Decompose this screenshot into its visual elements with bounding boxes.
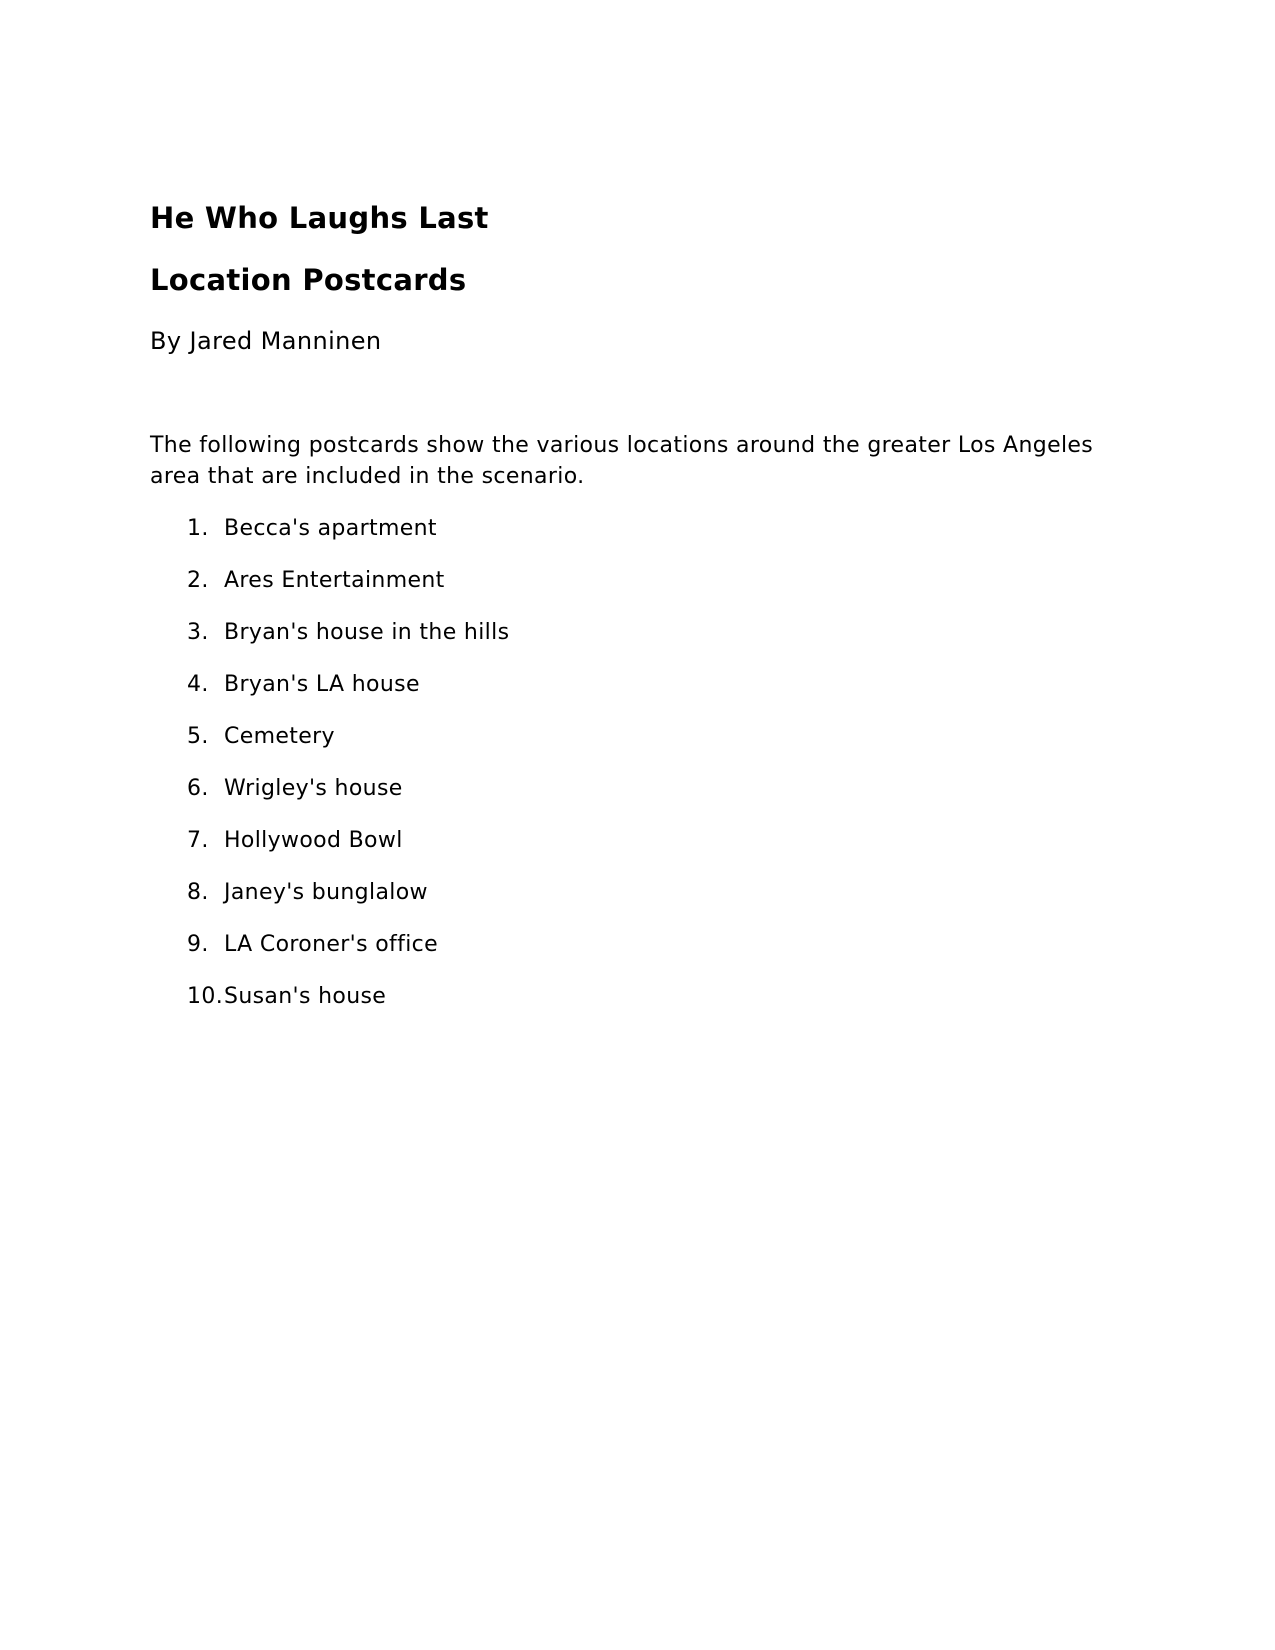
list-item-number: 2. <box>187 568 209 593</box>
document-author: By Jared Manninen <box>150 327 382 355</box>
list-item-number: 3. <box>187 620 209 645</box>
intro-paragraph: The following postcards show the various locations around the greater Los Angeles area that are included in the scenario. <box>150 433 1094 489</box>
document-subtitle: Location Postcards <box>150 263 467 297</box>
list-item-label: Becca's apartment <box>224 516 437 541</box>
list-item-number: 6. <box>187 776 209 801</box>
list-item-number: 7. <box>187 828 209 853</box>
list-item-label: Ares Entertainment <box>224 568 445 593</box>
list-item-label: Hollywood Bowl <box>224 828 403 853</box>
list-item-label: LA Coroner's office <box>224 932 439 957</box>
list-item-number: 8. <box>187 880 209 905</box>
list-item-number: 5. <box>187 724 209 749</box>
list-item-label: Wrigley's house <box>224 776 403 801</box>
list-item-label: Janey's bunglalow <box>224 880 428 905</box>
list-item-number: 9. <box>187 932 209 957</box>
list-item-label: Cemetery <box>224 724 335 749</box>
list-item-number: 1. <box>187 516 209 541</box>
list-item-label: Bryan's house in the hills <box>224 620 510 645</box>
document-title: He Who Laughs Last <box>150 201 489 235</box>
list-item-label: Susan's house <box>224 984 387 1009</box>
list-item-number: 4. <box>187 672 209 697</box>
list-item-number: 10. <box>187 984 224 1009</box>
list-item-label: Bryan's LA house <box>224 672 420 697</box>
